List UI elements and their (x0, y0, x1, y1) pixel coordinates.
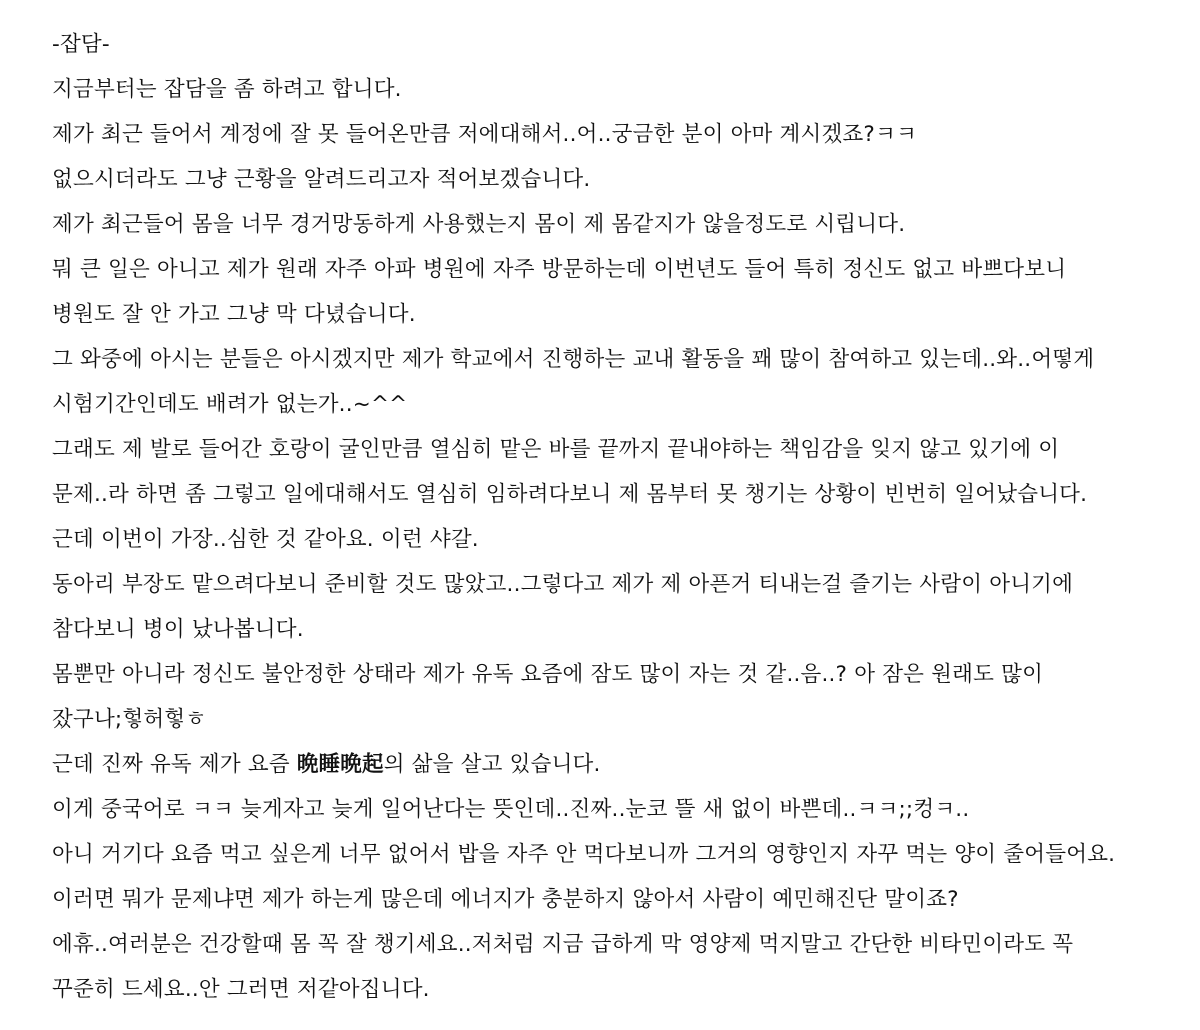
text-line: 지금부터는 잡담을 좀 하려고 합니다. (52, 77, 402, 102)
text-line: 병원도 잘 안 가고 그냥 막 다녔습니다. (52, 302, 416, 327)
text-line: 그 와중에 아시는 분들은 아시겠지만 제가 학교에서 진행하는 교내 활동을 꽤 많이 참여하고 있는데..와..어떻게 (52, 347, 1095, 372)
text-line: 꾸준히 드세요..안 그러면 저같아집니다. (52, 977, 430, 1002)
text-line: 참다보니 병이 났나봅니다. (52, 617, 304, 642)
document-heading: -잡담- (52, 32, 110, 57)
text-line: 동아리 부장도 맡으려다보니 준비할 것도 많았고..그렇다고 제가 제 아픈거 티내는걸 즐기는 사람이 아니기에 (52, 572, 1074, 597)
text-line: 그래도 제 발로 들어간 호랑이 굴인만큼 열심히 맡은 바를 끝까지 끝내야하는 책임감을 잊지 않고 있기에 이 (52, 437, 1060, 462)
text-line: 이게 중국어로 ㅋㅋ 늦게자고 늦게 일어난다는 뜻인데..진짜..눈코 뜰 새 없이 바쁜데..ㅋㅋ;;컹ㅋ.. (52, 797, 970, 822)
text-line: 제가 최근 들어서 계정에 잘 못 들어온만큼 저에대해서..어..궁금한 분이 아마 계시겠죠?ㅋㅋ (52, 122, 917, 147)
text-line-emphasis (52, 742, 1192, 787)
text-line: 잤구나;헣허헣ㅎ (52, 707, 207, 732)
text-line: 제가 최근들어 몸을 너무 경거망동하게 사용했는지 몸이 제 몸같지가 않을정도로 시립니다. (52, 212, 906, 237)
text-line: 몸뿐만 아니라 정신도 불안정한 상태라 제가 유독 요즘에 잠도 많이 자는 것 같..음..? 아 잠은 원래도 많이 (52, 662, 1044, 687)
bold-chinese-phrase: 晩睡晩起 (296, 752, 384, 777)
text-line: 없으시더라도 그냥 근황을 알려드리고자 적어보겠습니다. (52, 167, 591, 192)
text-segment: 근데 진짜 유독 제가 요즘 (52, 752, 297, 777)
text-line: 근데 이번이 가장..심한 것 같아요. 이런 샤갈. (52, 527, 479, 552)
text-line: 뭐 큰 일은 아니고 제가 원래 자주 아파 병원에 자주 방문하는데 이번년도 들어 특히 정신도 없고 바쁘다보니 (52, 257, 1067, 282)
text-line: 에휴..여러분은 건강할때 몸 꼭 잘 챙기세요..저처럼 지금 급하게 막 영양제 먹지말고 간단한 비타민이라도 꼭 (52, 932, 1074, 957)
text-segment: 의 삶을 살고 있습니다. (383, 752, 601, 777)
text-line: 시험기간인데도 배려가 없는가..~^^ (52, 392, 408, 417)
text-line: 아니 거기다 요즘 먹고 싶은게 너무 없어서 밥을 자주 안 먹다보니까 그거의 영향인지 자꾸 먹는 양이 줄어들어요. (52, 842, 1116, 867)
text-line: 이러면 뭐가 문제냐면 제가 하는게 많은데 에너지가 충분하지 않아서 사람이 예민해진단 말이죠? (52, 887, 959, 912)
text-line: 문제..라 하면 좀 그렇고 일에대해서도 열심히 임하려다보니 제 몸부터 못 챙기는 상황이 빈번히 일어났습니다. (52, 482, 1088, 507)
document-body (52, 22, 1192, 1012)
